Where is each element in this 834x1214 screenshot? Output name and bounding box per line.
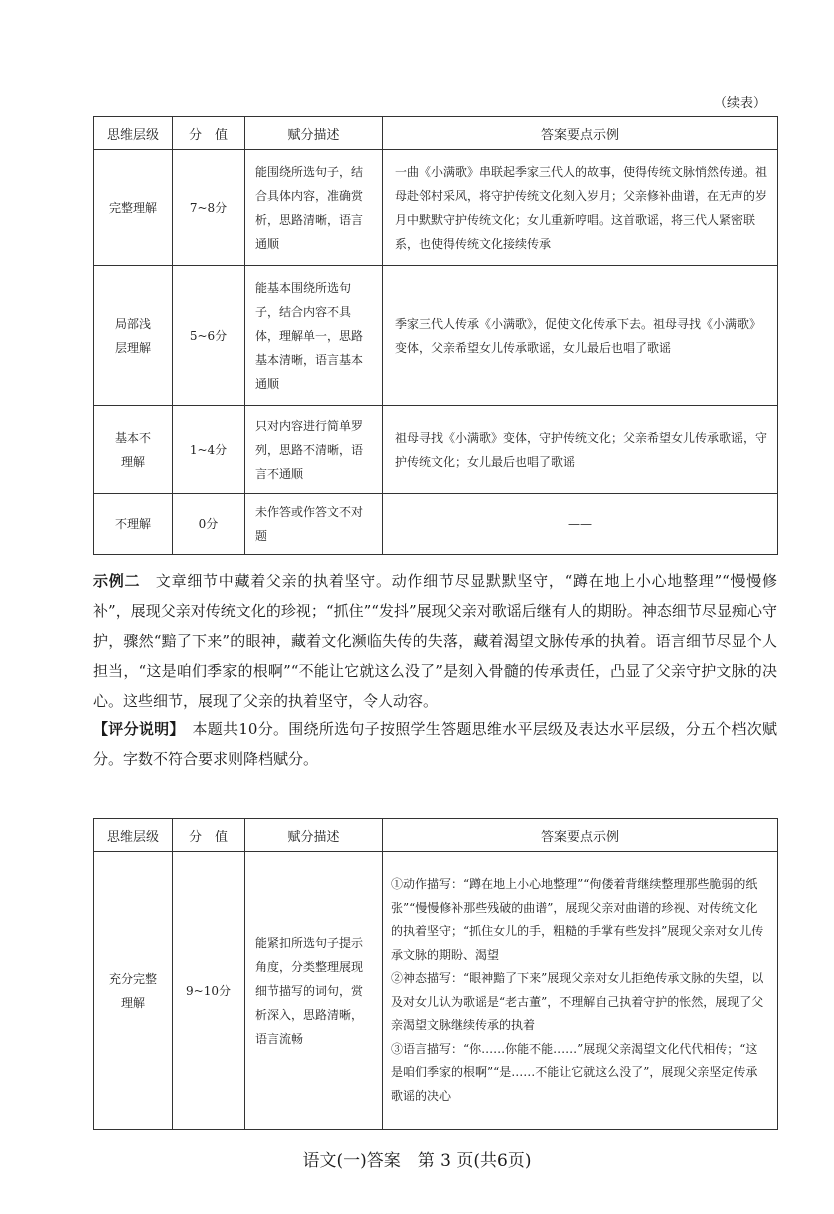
table-row <box>94 150 778 266</box>
answer-line-action: ①动作描写：“蹲在地上小心地整理”“佝偻着背继续整理那些脆弱的纸张”“慢慢修补那些残破的曲谱”，展现父亲对曲谱的珍视、对传统文化的执着坚守；“抓住女儿的手，粗糙的手掌有些发抖”展现父亲对女儿传承文脉的期盼、渴望 <box>391 877 764 962</box>
answer-line-speech: ③语言描写：“你……你能不能……”展现父亲渴望文化代代相传；“这是咱们季家的根啊”“是……不能让它就这么没了”，展现父亲坚定传承歌谣的决心 <box>391 1041 758 1103</box>
page-footer: 语文(一)答案 第 3 页(共6页) <box>302 1151 532 1171</box>
header-desc: 赋分描述 <box>245 819 383 852</box>
answer-cell: 一曲《小满歌》串联起季家三代人的故事，使得传统文脉悄然传递。祖母赴邻村采风，将守护传统文化刻入岁月；父亲修补曲谱，在无声的岁月中默默守护传统文化；女儿重新哼唱。这首歌谣，将三代人紧密联系，也使得传统文化接续传承 <box>383 150 778 266</box>
score-cell: 0分 <box>173 494 245 555</box>
scoring-note-text: 本题共10分。围绕所选句子按照学生答题思维水平层级及表达水平层级，分五个档次赋分。字数不符合要求则降档赋分。 <box>93 720 777 768</box>
score-cell: 7~8分 <box>173 150 245 266</box>
level-cell: 完整理解 <box>94 150 173 266</box>
header-answer: 答案要点示例 <box>383 819 778 852</box>
continued-label: （续表） <box>714 96 767 111</box>
desc-cell: 能基本围绕所选句子，结合内容不具体，理解单一，思路基本清晰，语言基本通顺 <box>245 266 383 406</box>
example-two-paragraph <box>93 566 777 716</box>
header-level: 思维层级 <box>94 117 173 150</box>
level-cell: 不理解 <box>94 494 173 555</box>
level-cell: 充分完整理解 <box>94 852 173 1130</box>
scoring-table-1 <box>93 116 778 555</box>
answer-cell: —— <box>383 494 778 555</box>
table-row <box>94 406 778 494</box>
header-score: 分 值 <box>173 117 245 150</box>
header-level: 思维层级 <box>94 819 173 852</box>
header-desc: 赋分描述 <box>245 117 383 150</box>
answer-line-expression: ②神态描写：“眼神黯了下来”展现父亲对女儿拒绝传承文脉的失望，以及对女儿认为歌谣是“老古董”，不理解自己执着守护的怅然，展现了父亲渴望文脉继续传承的执着 <box>391 971 764 1032</box>
scoring-table-2 <box>93 818 778 1130</box>
header-answer: 答案要点示例 <box>383 117 778 150</box>
scoring-note-lead: 【评分说明】 <box>93 720 178 738</box>
example-two-text: 文章细节中藏着父亲的执着坚守。动作细节尽显默默坚守，“蹲在地上小心地整理”“慢慢修补”，展现父亲对传统文化的珍视；“抓住”“发抖”展现父亲对歌谣后继有人的期盼。神态细节尽显痴心守护，骤然“黯了下来”的眼神，藏着文化濒临失传的失落，藏着渴望文脉传承的执着。语言细节尽显个人担当，“这是咱们季家的根啊”“不能让它就这么没了”是刻入骨髓的传承责任，凸显了父亲守护文脉的决心。这些细节，展现了父亲的执着坚守，令人动容。 <box>93 572 777 710</box>
desc-cell: 只对内容进行简单罗列，思路不清晰，语言不通顺 <box>245 406 383 494</box>
table-row <box>94 494 778 555</box>
answer-cell: 祖母寻找《小满歌》变体，守护传统文化；父亲希望女儿传承歌谣，守护传统文化；女儿最后也唱了歌谣 <box>383 406 778 494</box>
answer-cell <box>383 852 778 1130</box>
header-score: 分 值 <box>173 819 245 852</box>
table-header-row <box>94 819 778 852</box>
example-two-lead: 示例二 <box>93 572 141 590</box>
table-header-row <box>94 117 778 150</box>
answer-cell: 季家三代人传承《小满歌》，促使文化传承下去。祖母寻找《小满歌》变体，父亲希望女儿传承歌谣，女儿最后也唱了歌谣 <box>383 266 778 406</box>
score-cell: 9~10分 <box>173 852 245 1130</box>
table-row <box>94 852 778 1130</box>
table-row <box>94 266 778 406</box>
score-cell: 5~6分 <box>173 266 245 406</box>
desc-cell: 未作答或作答文不对题 <box>245 494 383 555</box>
level-cell: 基本不理解 <box>94 406 173 494</box>
desc-cell: 能围绕所选句子，结合具体内容，准确赏析，思路清晰，语言通顺 <box>245 150 383 266</box>
desc-cell: 能紧扣所选句子提示角度，分类整理展现细节描写的词句，赏析深入，思路清晰，语言流畅 <box>245 852 383 1130</box>
level-cell: 局部浅层理解 <box>94 266 173 406</box>
score-cell: 1~4分 <box>173 406 245 494</box>
scoring-note-paragraph <box>93 714 777 774</box>
